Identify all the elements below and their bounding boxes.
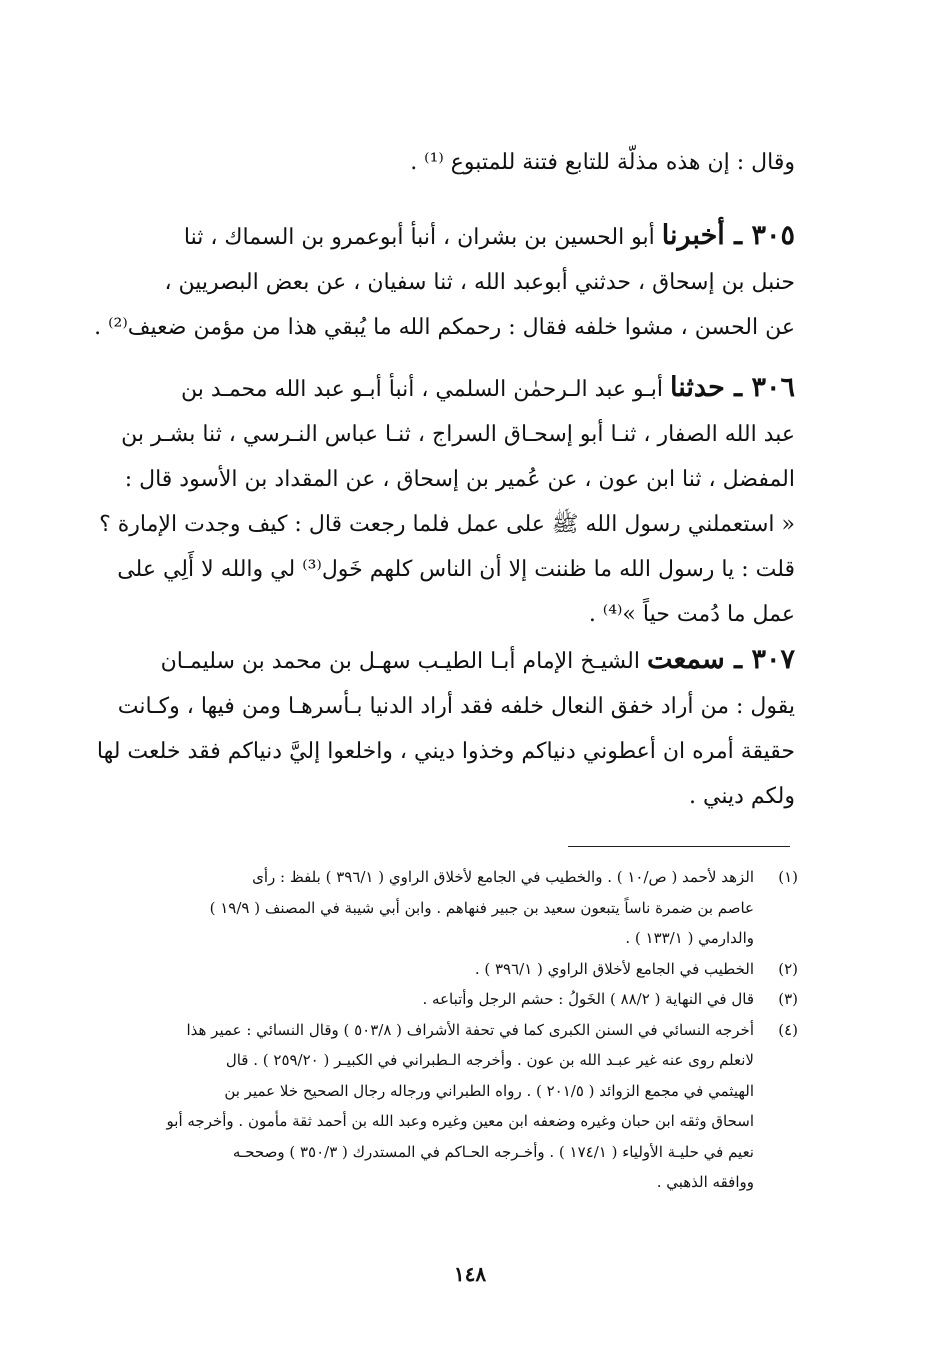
hadith-306-line-2: عبد الله الصفار ، ثنـا أبو إسحـاق السراج ، ثنـا عباس النـرسي ، ثنا بشـر بن <box>121 422 795 447</box>
hadith-307-text-1: الشيـخ الإمام أبـا الطيـب سهـل بن محمد بن سليمـان <box>160 649 640 674</box>
hadith-307-lead: ٣٠٧ ـ سمعت <box>647 644 795 675</box>
footnote-1-line: عاصم بن ضمرة ناساً يتبعون سعيد بن جبير فنهاهم . وابن أبي شيبة في المصنف ( ١٩/٩ ) <box>209 898 754 917</box>
hadith-305-text-1: أبو الحسين بن بشران ، أنبأ أبوعمرو بن السماك ، ثنا <box>183 225 655 250</box>
footnote-2-body <box>100 954 754 985</box>
intro-line: وقال : إن هذه مذلّة للتابع فتنة للمتبوع ⁽¹⁾ . <box>410 150 795 175</box>
footnotes <box>100 862 798 1198</box>
hadith-307-line-4: ولكم ديني . <box>689 784 795 809</box>
footnote-4-line: أخرجه النسائي في السنن الكبرى كما في تحفة الأشراف ( ٥٠٣/٨ ) وقال النسائي : عمير هذا <box>186 1020 754 1039</box>
footnote-2-line: الخطيب في الجامع لأخلاق الراوي ( ٣٩٦/١ ) . <box>474 959 754 978</box>
footnote-3 <box>100 984 798 1015</box>
footnote-3-mark: (٣) <box>778 990 798 1008</box>
footnote-4-line: لانعلم روى عنه غير عبـد الله بن عون . وأخرجه الـطبراني في الكبيـر ( ٢٥٩/٢٠ ) . قال <box>225 1051 754 1069</box>
hadith-307 <box>96 637 795 819</box>
footnote-4-body <box>100 1015 754 1198</box>
intro-paragraph <box>105 140 795 185</box>
hadith-307-line-2: يقول : من أراد خفق النعال خلفه فقد أراد الدنيا بـأسرهـا ومن فيها ، وكـانت <box>117 694 795 719</box>
footnote-4-line: اسحاق وثقه ابن حبان وغيره وضعفه ابن معين وغيره وعبد الله بن أحمد ثقة مأمون . وأخرجه أبو <box>166 1112 754 1130</box>
footnote-3-body <box>100 984 754 1015</box>
footnote-3-line: قال في النهاية ( ٨٨/٢ ) الخَولُ : حشم الرجل وأتباعه . <box>422 990 754 1008</box>
footnote-4-mark: (٤) <box>778 1020 798 1039</box>
hadith-305-line-1 <box>105 213 795 260</box>
hadith-306-text-1: أبـو عبد الـرحمٰن السلمي ، أنبأ أبـو عبد الله محمـد بن <box>180 377 664 402</box>
footnote-1-mark: (١) <box>778 868 798 886</box>
footnote-4 <box>100 1015 798 1198</box>
hadith-306-line-4: « استعملني رسول الله ﷺ على عمل فلما رجعت قال : كيف وجدت الإمارة ؟ <box>99 512 795 537</box>
hadith-306-line-5: قلت : يا رسول الله ما ظننت إلا أن الناس كلهم خَول⁽³⁾ لي والله لا أَلِي على <box>117 557 795 582</box>
hadith-306-line-3: المفضل ، ثنا ابن عون ، عن عُمير بن إسحاق ، عن المقداد بن الأسود قال : <box>124 467 795 492</box>
hadith-307-line-3: حقيقة أمره ان أعطوني دنياكم وخذوا ديني ، واخلعوا إليَّ دنياكم فقد خلعت لها <box>96 739 795 764</box>
footnote-2 <box>100 954 798 985</box>
footnote-2-mark: (٢) <box>778 959 798 978</box>
hadith-305-lead: ٣٠٥ ـ أخبرنا <box>661 220 795 251</box>
hadith-306-lead: ٣٠٦ ـ حدثنا <box>670 372 795 403</box>
footnote-1-body <box>100 862 754 954</box>
footnote-1-line: الزهد لأحمد ( ص/١٠ ) . والخطيب في الجامع لأخلاق الراوي ( ٣٩٦/١ ) بلفظ : رأى <box>252 868 754 886</box>
footnote-1-line: والدارمي ( ١٣٣/١ ) . <box>625 929 754 947</box>
hadith-305-line-3: عن الحسن ، مشوا خلفه فقال : رحمكم الله ما يُبقي هذا من مؤمن ضعيف⁽²⁾ . <box>94 315 795 340</box>
hadith-305-line-2: حنبل بن إسحاق ، حدثني أبوعبد الله ، ثنا سفيان ، عن بعض البصريين ، <box>164 270 795 295</box>
footnote-4-line: الهيثمي في مجمع الزوائد ( ٢٠١/٥ ) . رواه الطبراني ورجاله رجال الصحيح خلا عمير بن <box>224 1081 754 1100</box>
footnote-4-line: ووافقه الذهبي . <box>656 1173 754 1191</box>
footnote-divider <box>568 846 790 847</box>
hadith-306-line-6: عمل ما دُمت حياً »⁽⁴⁾ . <box>588 602 795 627</box>
hadith-305 <box>94 213 795 350</box>
hadith-307-line-1 <box>105 637 795 684</box>
footnote-4-line: نعيم في حليـة الأولياء ( ١٧٤/١ ) . وأخـرجه الحـاكم في المستدرك ( ٣٥٠/٣ ) وصححـه <box>232 1142 754 1161</box>
footnote-1 <box>100 862 798 954</box>
page-number: ١٤٨ <box>453 1262 487 1286</box>
hadith-306-line-1 <box>105 365 795 412</box>
hadith-306 <box>99 365 795 637</box>
